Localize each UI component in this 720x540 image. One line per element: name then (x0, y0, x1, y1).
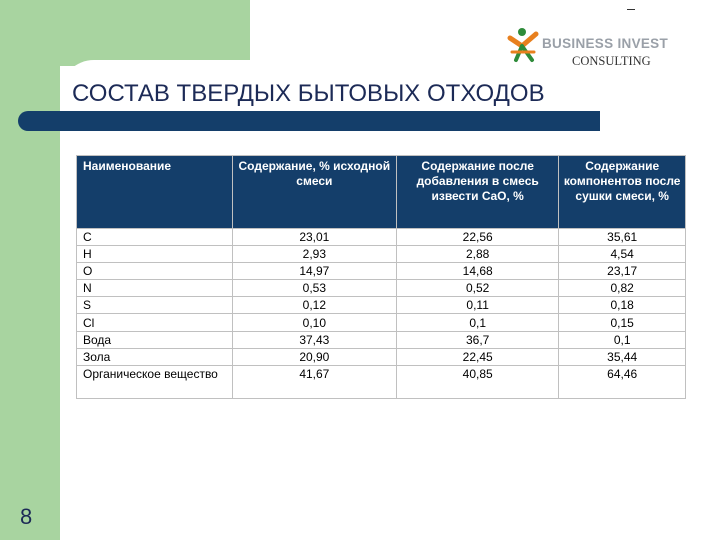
row-initial: 23,01 (233, 229, 396, 245)
row-after-drying: 0,15 (559, 314, 685, 330)
page-title: СОСТАВ ТВЕРДЫХ БЫТОВЫХ ОТХОДОВ (72, 80, 545, 107)
row-name: Зола (77, 349, 232, 365)
table-row (77, 297, 685, 313)
row-name: C (77, 229, 232, 245)
row-after-cao: 14,68 (397, 263, 558, 279)
row-after-drying: 0,82 (559, 280, 685, 296)
row-name: Cl (77, 314, 232, 330)
row-name: N (77, 280, 232, 296)
row-after-cao: 0,1 (397, 314, 558, 330)
row-name: O (77, 263, 232, 279)
header-after-drying: Содержание компонентов после сушки смеси, % (559, 156, 685, 228)
row-initial: 14,97 (233, 263, 396, 279)
row-after-cao: 40,85 (397, 366, 558, 398)
row-initial: 20,90 (233, 349, 396, 365)
slide-number: 8 (20, 504, 33, 529)
left-accent-band (0, 0, 60, 540)
row-after-cao: 2,88 (397, 246, 558, 262)
row-initial: 0,53 (233, 280, 396, 296)
row-after-drying: 0,18 (559, 297, 685, 313)
table-header-row (77, 156, 685, 228)
row-after-drying: 0,1 (559, 332, 685, 348)
header-after-cao: Содержание после добавления в смесь извести CaO, % (397, 156, 558, 228)
top-accent-tab (0, 0, 250, 66)
row-after-drying: 35,61 (559, 229, 685, 245)
row-initial: 2,93 (233, 246, 396, 262)
table-row (77, 263, 685, 279)
row-initial: 0,12 (233, 297, 396, 313)
row-initial: 0,10 (233, 314, 396, 330)
row-after-cao: 0,11 (397, 297, 558, 313)
row-name: S (77, 297, 232, 313)
row-after-cao: 0,52 (397, 280, 558, 296)
logo-line2: CONSULTING (572, 54, 651, 68)
row-name: Вода (77, 332, 232, 348)
table-row (77, 246, 685, 262)
composition-table-frame (76, 155, 686, 399)
row-after-cao: 22,45 (397, 349, 558, 365)
row-after-cao: 36,7 (397, 332, 558, 348)
logo-line1: BUSINESS INVEST (542, 36, 669, 51)
divider-dash (627, 9, 635, 10)
table-row (77, 314, 685, 330)
row-initial: 41,67 (233, 366, 396, 398)
row-after-drying: 23,17 (559, 263, 685, 279)
header-initial-content: Содержание, % исходной смеси (233, 156, 396, 228)
composition-table (76, 155, 686, 399)
row-initial: 37,43 (233, 332, 396, 348)
row-after-cao: 22,56 (397, 229, 558, 245)
title-underline-bar (18, 111, 600, 131)
row-name: H (77, 246, 232, 262)
table-row (77, 349, 685, 365)
row-after-drying: 35,44 (559, 349, 685, 365)
table-row (77, 229, 685, 245)
table-row (77, 366, 685, 398)
table-row (77, 332, 685, 348)
table-row (77, 280, 685, 296)
row-name: Органическое вещество (77, 366, 232, 398)
row-after-drying: 64,46 (559, 366, 685, 398)
header-name: Наименование (77, 156, 232, 228)
running-figure-icon (506, 26, 542, 68)
row-after-drying: 4,54 (559, 246, 685, 262)
company-logo (506, 26, 706, 72)
